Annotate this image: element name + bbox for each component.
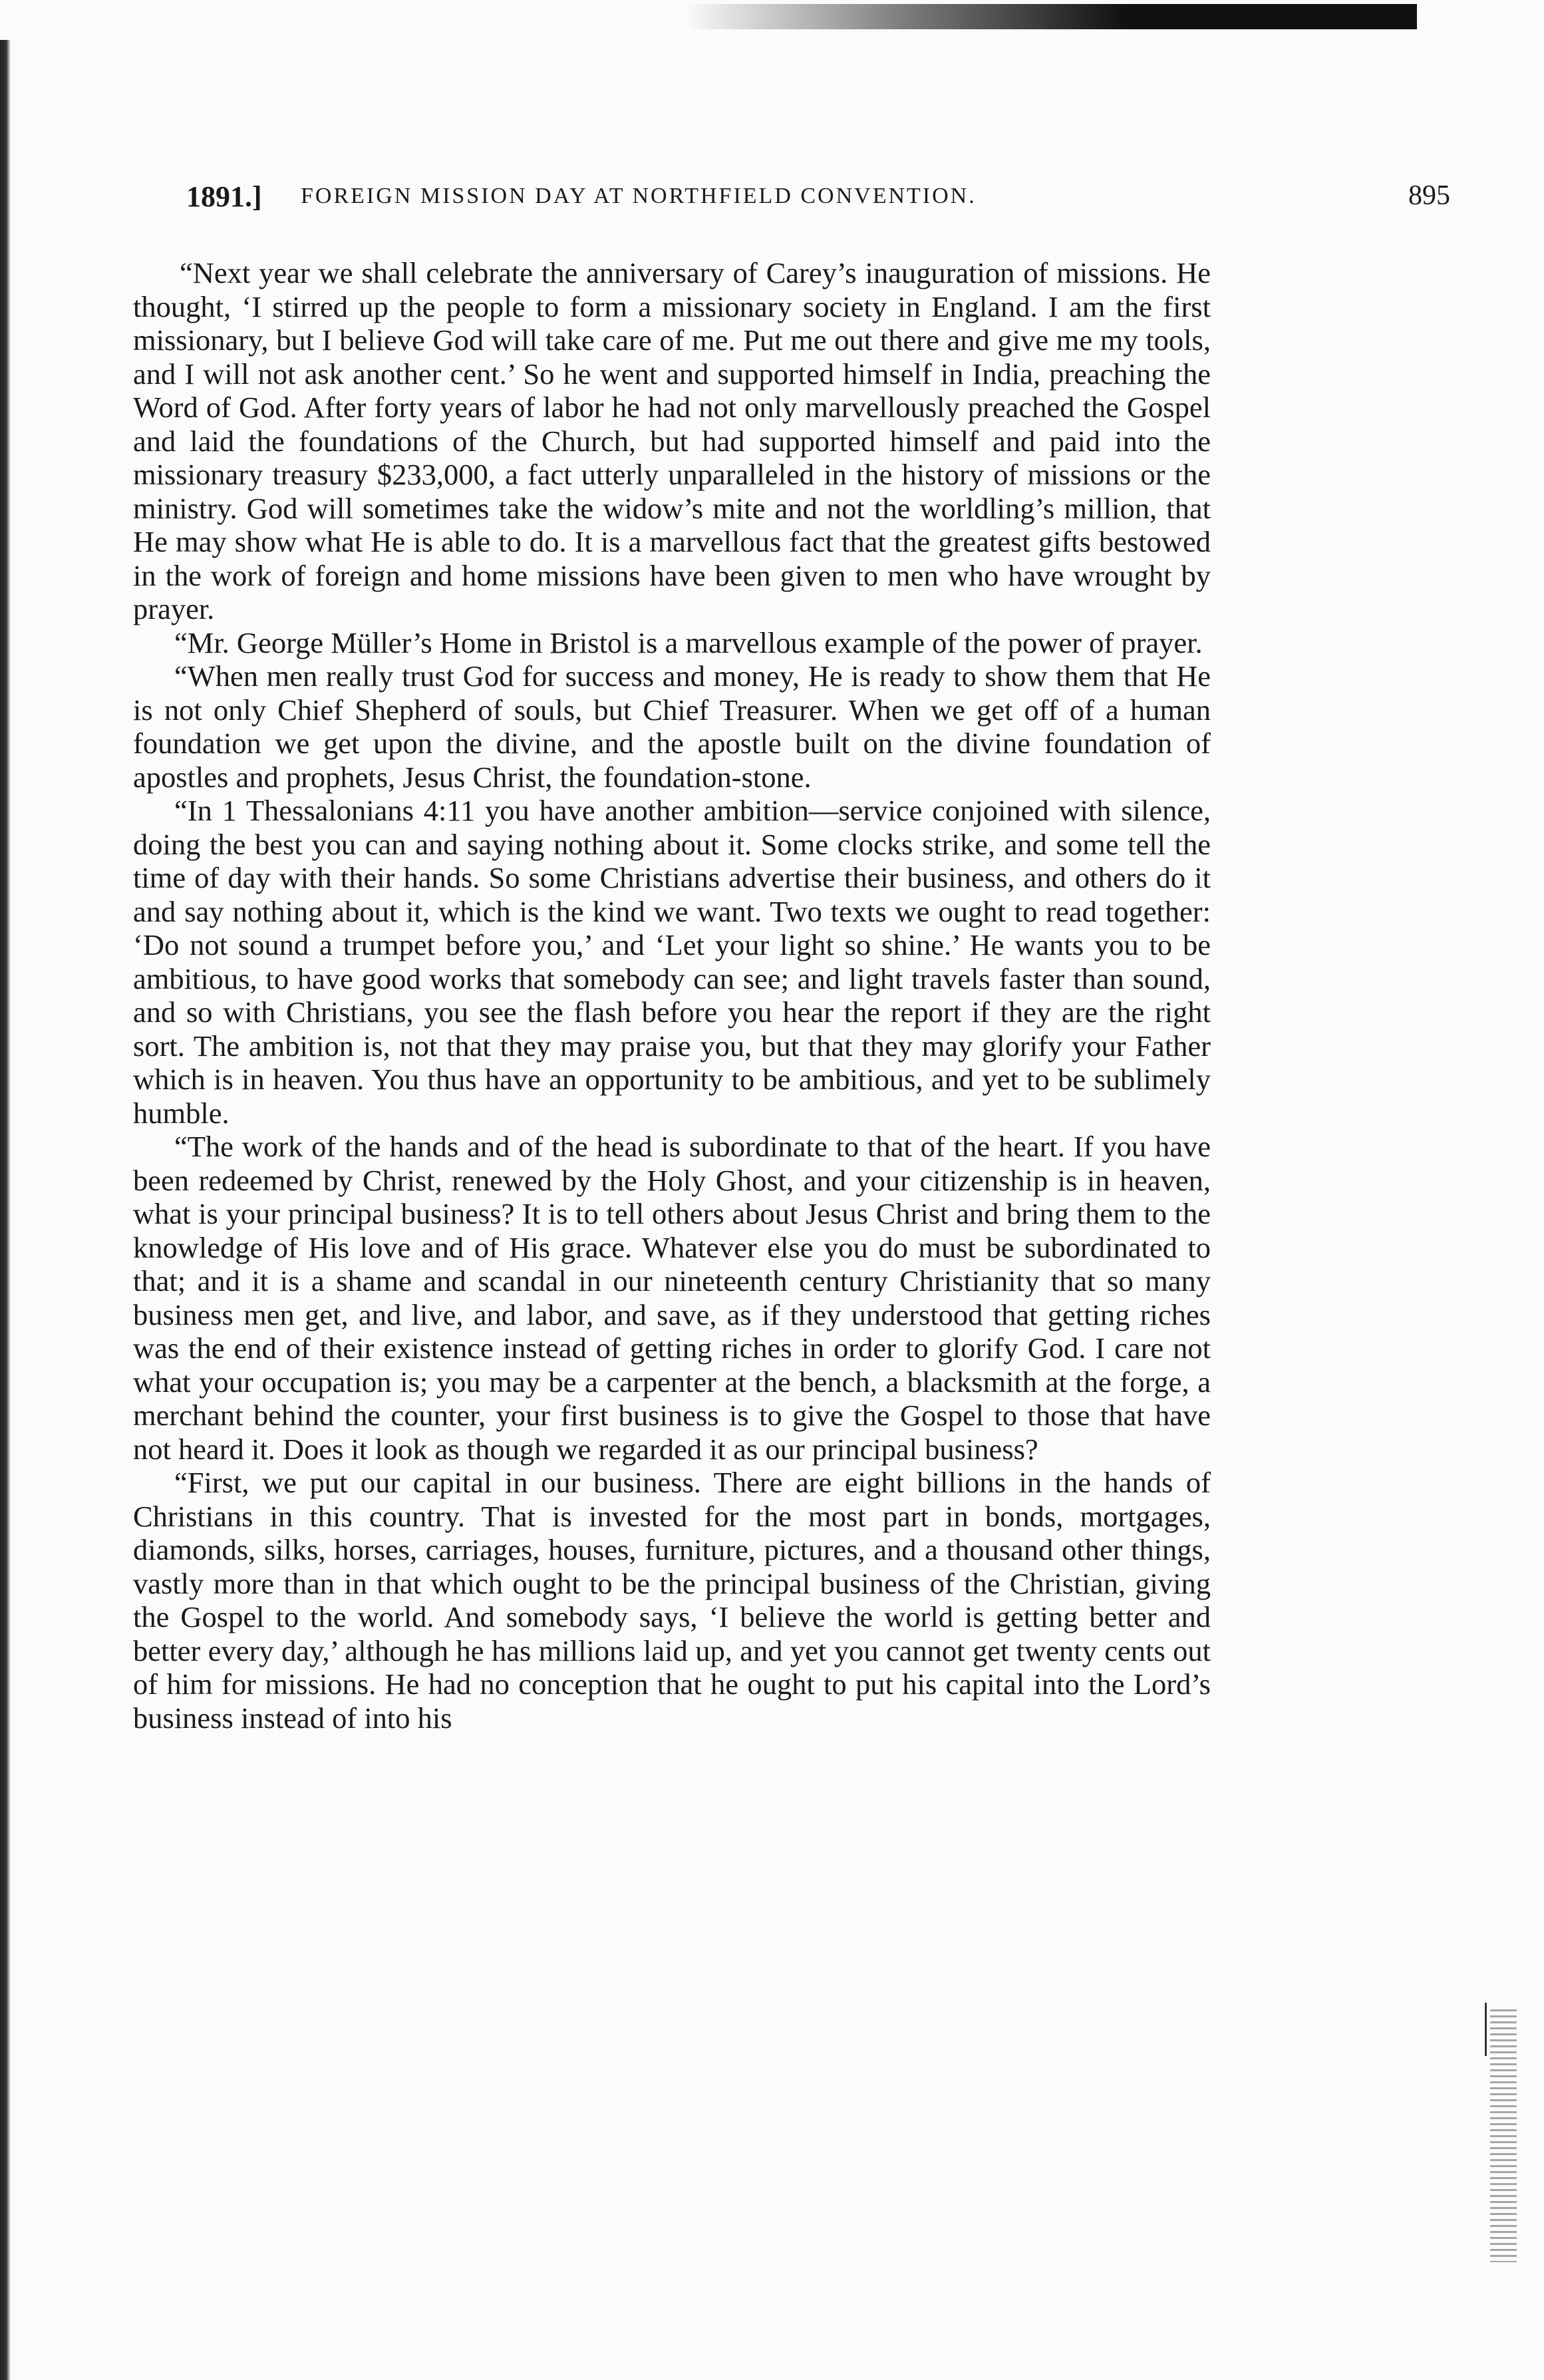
paragraph: “When men really trust God for success and money, He is ready to show them that He is not only Chief Shepherd of souls, but Chief Treasurer. When we get off of a human foundation we get upon the divine, and the apostle built on the divine foundation of apostles and prophets, Jesus Christ, the foundation-stone. — [133, 659, 1211, 794]
paragraph: “In 1 Thessalonians 4:11 you have another ambition—service conjoined with silence, doing the best you can and saying nothing about it. Some clocks strike, and some tell the time of day with their hands. So some Christians advertise their business, and others do it and say nothing about it, which is the kind we want. Two texts we ought to read together: ‘Do not sound a trumpet before you,’ and ‘Let your light so shine.’ He wants you to be ambitious, to have good works that somebody can see; and light travels faster than sound, and so with Christians, you see the flash before you hear the report if they are the right sort. The ambition is, not that they may praise you, but that they may glorify your Father which is in heaven. You thus have an opportunity to be ambitious, and yet to be sublimely humble. — [133, 794, 1211, 1130]
top-scan-rule — [685, 4, 1417, 29]
running-head-title: FOREIGN MISSION DAY AT NORTHFIELD CONVENTION. — [301, 184, 977, 208]
paragraph: “First, we put our capital in our business. There are eight billions in the hands of Christians in this country. That is invested for the most part in bonds, mortgages, diamonds, silks, horses, carriages, houses, furniture, pictures, and a thousand other things, vastly more than in that which ought to be the principal business of the Christian, giving the Gospel to the world. And somebody says, ‘I believe the world is getting better and better every day,’ although he has millions laid up, and yet you cannot get twenty cents out of him for missions. He had no conception that he ought to put his capital into the Lord’s business instead of into his — [133, 1466, 1211, 1735]
binding-edge — [0, 40, 11, 2380]
margin-scan-artifact — [1490, 2009, 1517, 2262]
body-text — [133, 256, 1211, 2026]
page-number: 895 — [1408, 180, 1450, 211]
running-head-year: 1891.] — [186, 180, 262, 213]
paragraph: “Mr. George Müller’s Home in Bristol is a marvellous example of the power of prayer. — [174, 625, 1203, 659]
running-head — [186, 180, 1450, 220]
margin-mark — [1485, 2003, 1487, 2056]
paragraph: “The work of the hands and of the head is subordinate to that of the heart. If you have been redeemed by Christ, renewed by the Holy Ghost, and your citizenship is in heaven, what is your principal business? It is to tell others about Jesus Christ and bring them to the knowledge of His love and of His grace. Whatever else you do must be subordinated to that; and it is a shame and scandal in our nineteenth century Christianity that so many business men get, and live, and labor, and save, as if they understood that getting riches was the end of their existence instead of getting riches in order to glorify God. I care not what your occupation is; you may be a carpenter at the bench, a blacksmith at the forge, a merchant behind the counter, your first business is to give the Gospel to those that have not heard it. Does it look as though we regarded it as our principal business? — [133, 1130, 1211, 1466]
paragraph: “Next year we shall celebrate the anniversary of Carey’s inauguration of missions. He thought, ‘I stirred up the people to form a missionary society in England. I am the first missionary, but I believe God will take care of me. Put me out there and give me my tools, and I will not ask another cent.’ So he went and supported himself in India, preaching the Word of God. After forty years of labor he had not only marvellously preached the Gospel and laid the foundations of the Church, but had supported himself and paid into the missionary treasury $233,000, a fact utterly unparalleled in the history of missions or the ministry. God will sometimes take the widow’s mite and not the worldling’s million, that He may show what He is able to do. It is a marvellous fact that the greatest gifts bestowed in the work of foreign and home missions have been given to men who have wrought by prayer. — [133, 256, 1211, 625]
